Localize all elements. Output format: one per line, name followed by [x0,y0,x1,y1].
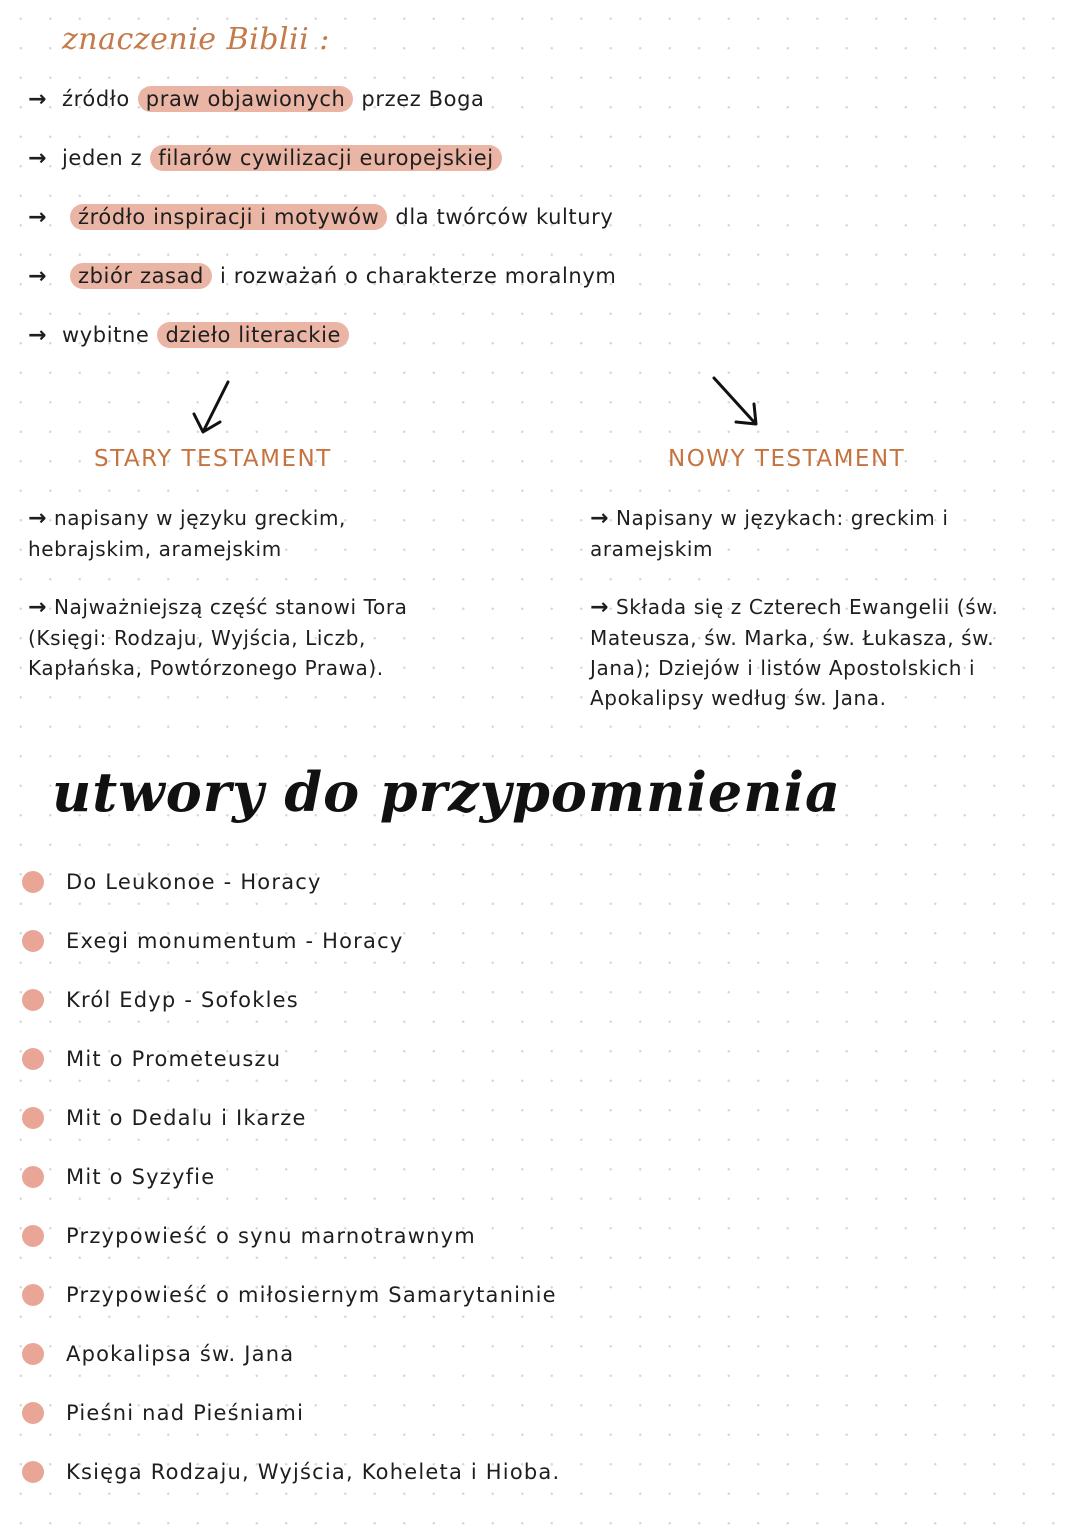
list-item [22,1147,560,1206]
bullet-dot-icon [22,1402,44,1424]
meaning-text: dla twórców kultury [395,205,614,229]
meaning-text: źródło [62,87,130,111]
arrow-right-icon: → [28,322,48,348]
meaning-highlight: filarów cywilizacji europejskiej [150,145,501,171]
old-testament-point [28,592,448,683]
point-text: Składa się z Czterech Ewangelii (św. Mateusza, św. Marka, św. Łukasza, św. Jana); Dziejów i listów Apostolskich i Apokalipsy według św. Jana. [590,595,999,710]
page-title: znaczenie Biblii : [62,22,330,57]
arrow-right-icon: → [590,595,610,620]
meaning-text: jeden z [62,146,143,170]
list-item [22,1206,560,1265]
work-title: Król Edyp - Sofokles [66,987,299,1012]
list-item [22,1383,560,1442]
work-title: Do Leukonoe - Horacy [66,869,322,894]
arrow-right-icon: → [28,506,48,531]
work-title: Przypowieść o synu marnotrawnym [66,1223,476,1248]
bullet-dot-icon [22,1461,44,1483]
work-title: Mit o Prometeuszu [66,1046,282,1071]
list-item [22,1088,560,1147]
arrow-right-icon: → [28,595,48,620]
meaning-text: i rozważań o charakterze moralnym [219,264,617,288]
meaning-item [28,204,613,230]
old-testament-point [28,503,448,564]
meaning-highlight: dzieło literackie [157,322,349,348]
meaning-item [28,322,357,348]
list-item [22,1265,560,1324]
meaning-text: wybitne [62,323,150,347]
meaning-highlight: praw objawionych [138,86,354,112]
arrow-right-icon: → [28,86,48,112]
work-title: Exegi monumentum - Horacy [66,928,404,953]
new-testament-point [590,592,1060,713]
arrow-right-icon: → [28,145,48,171]
bullet-dot-icon [22,871,44,893]
list-item [22,970,560,1029]
meaning-item [28,86,484,112]
work-title: Pieśni nad Pieśniami [66,1400,305,1425]
bullet-dot-icon [22,930,44,952]
meaning-highlight: źródło inspiracji i motywów [70,204,387,230]
arrow-down-left-icon [190,378,240,440]
list-item [22,1442,560,1501]
work-title: Mit o Syzyfie [66,1164,216,1189]
work-title: Mit o Dedalu i Ikarze [66,1105,307,1130]
arrow-right-icon: → [28,204,48,230]
work-title: Przypowieść o miłosiernym Samarytaninie [66,1282,557,1307]
work-title: Księga Rodzaju, Wyjścia, Koheleta i Hioba. [66,1459,561,1484]
arrow-right-icon: → [28,263,48,289]
bullet-dot-icon [22,1048,44,1070]
works-heading: utwory do przypomnienia [52,760,841,824]
list-item [22,1324,560,1383]
works-list [22,852,560,1501]
old-testament-heading: STARY TESTAMENT [94,446,332,472]
meaning-item [28,145,510,171]
bullet-dot-icon [22,989,44,1011]
meaning-item [28,263,616,289]
list-item [22,852,560,911]
bullet-dot-icon [22,1284,44,1306]
list-item [22,1029,560,1088]
arrow-right-icon: → [590,506,610,531]
new-testament-heading: NOWY TESTAMENT [668,446,906,472]
meaning-highlight: zbiór zasad [70,263,212,289]
point-text: Najważniejszą część stanowi Tora (Księgi: Rodzaju, Wyjścia, Liczb, Kapłańska, Powtórzonego Prawa). [28,595,408,680]
bullet-dot-icon [22,1166,44,1188]
meaning-text: przez Boga [361,87,485,111]
point-text: Napisany w językach: greckim i aramejskim [590,506,949,561]
list-item [22,911,560,970]
new-testament-point [590,503,990,564]
bullet-dot-icon [22,1107,44,1129]
work-title: Apokalipsa św. Jana [66,1341,295,1366]
bullet-dot-icon [22,1343,44,1365]
bullet-dot-icon [22,1225,44,1247]
arrow-down-right-icon [706,372,766,434]
point-text: napisany w języku greckim, hebrajskim, aramejskim [28,506,346,561]
